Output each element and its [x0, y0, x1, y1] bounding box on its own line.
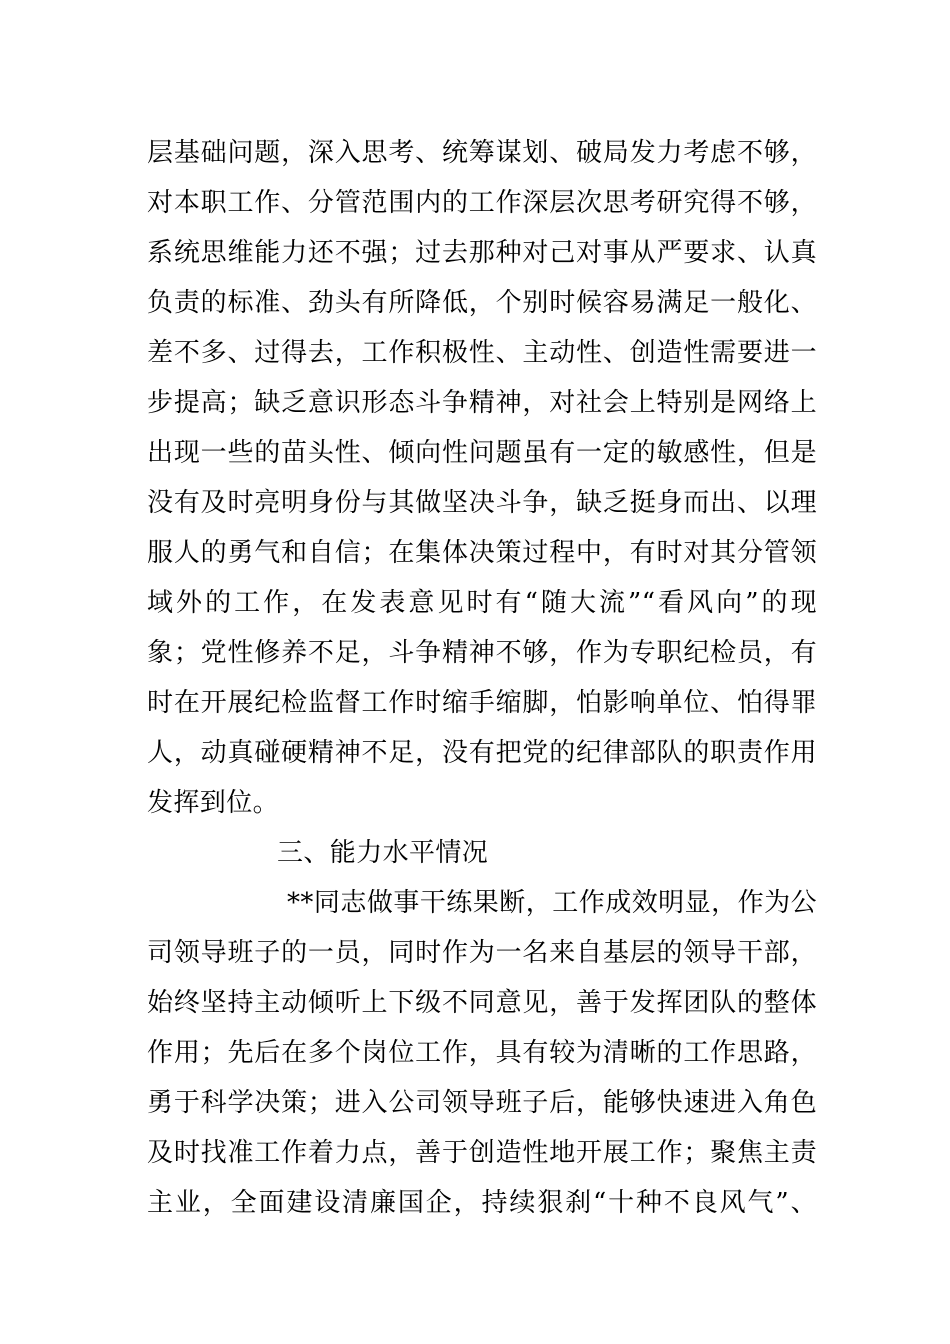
text-line: 层基础问题，深入思考、统筹谋划、破局发力考虑不够， [147, 138, 817, 168]
text-line: 勇于科学决策；进入公司领导班子后，能够快速进入角色 [147, 1088, 817, 1118]
text-line: 及时找准工作着力点，善于创造性地开展工作；聚焦主责 [147, 1138, 817, 1168]
text-line: 始终坚持主动倾听上下级不同意见，善于发挥团队的整体 [147, 988, 817, 1018]
text-line: 发挥到位。 [147, 788, 280, 818]
document-body [147, 128, 817, 1228]
text-line: 象；党性修养不足，斗争精神不够，作为专职纪检员，有 [147, 638, 817, 668]
text-line: 主业，全面建设清廉国企，持续狠刹“十种不良风气”、 [147, 1188, 817, 1218]
paragraph-1 [147, 128, 817, 828]
text-line: 域外的工作，在发表意见时有“随大流”“看风向”的现 [147, 588, 817, 618]
text-line: **同志做事干练果断，工作成效明显，作为公 [287, 888, 817, 918]
text-line: 步提高；缺乏意识形态斗争精神，对社会上特别是网络上 [147, 388, 817, 418]
text-line: 负责的标准、劲头有所降低，个别时候容易满足一般化、 [147, 288, 817, 318]
text-line: 司领导班子的一员，同时作为一名来自基层的领导干部， [147, 938, 817, 968]
text-line: 对本职工作、分管范围内的工作深层次思考研究得不够， [147, 188, 817, 218]
text-line: 系统思维能力还不强；过去那种对己对事从严要求、认真 [147, 238, 817, 268]
text-line: 人，动真碰硬精神不足，没有把党的纪律部队的职责作用 [147, 738, 817, 768]
paragraph-2 [147, 878, 817, 1228]
text-line: 服人的勇气和自信；在集体决策过程中，有时对其分管领 [147, 538, 817, 568]
section-heading: 三、能力水平情况 [277, 838, 489, 868]
text-line: 时在开展纪检监督工作时缩手缩脚，怕影响单位、怕得罪 [147, 688, 817, 718]
text-line: 差不多、过得去，工作积极性、主动性、创造性需要进一 [147, 338, 817, 368]
text-line: 没有及时亮明身份与其做坚决斗争，缺乏挺身而出、以理 [147, 488, 817, 518]
text-line: 作用；先后在多个岗位工作，具有较为清晰的工作思路， [147, 1038, 817, 1068]
text-line: 出现一些的苗头性、倾向性问题虽有一定的敏感性，但是 [147, 438, 817, 468]
